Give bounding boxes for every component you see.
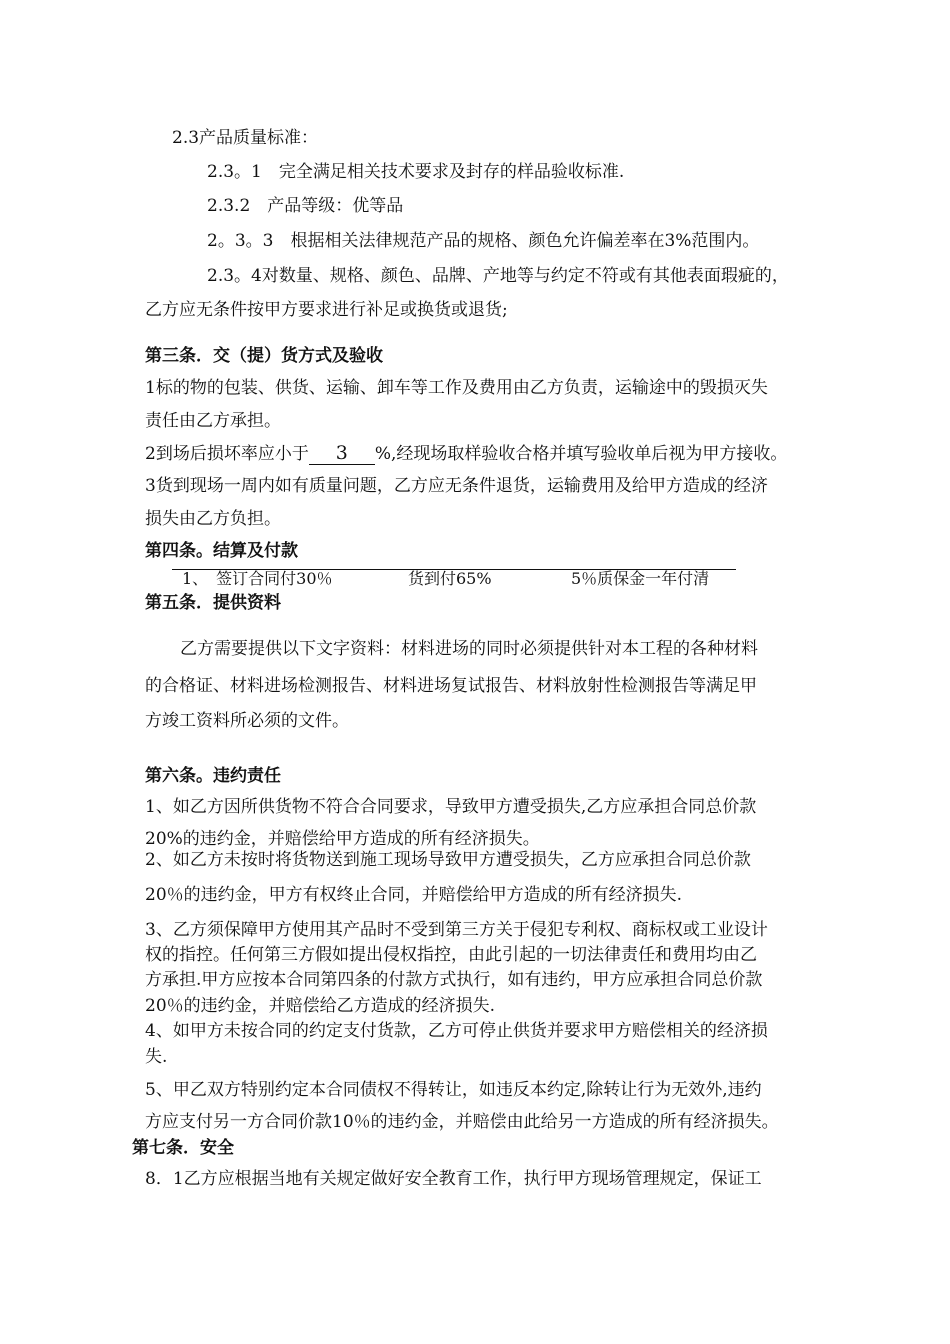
damage-rate-value: 3 — [309, 442, 375, 465]
article-5-line: 乙方需要提供以下文字资料：材料进场的同时必须提供针对本工程的各种材料 — [180, 639, 758, 659]
clause-2-3-4: 2.3。4对数量、规格、颜色、品牌、产地等与约定不符或有其他表面瑕疵的， — [207, 266, 789, 286]
article-5-line: 的合格证、材料进场检测报告、材料进场复试报告、材料放射性检测报告等满足甲 — [145, 676, 757, 696]
payment-term-delivery: 货到付65% — [408, 569, 492, 588]
article-6-line: 方承担.甲方应按本合同第四条的付款方式执行，如有违约，甲方应承担合同总价款 — [145, 970, 763, 990]
article-6-line: 20％的违约金，并赔偿给乙方造成的经济损失. — [145, 996, 496, 1016]
article-7-heading: 第七条．安全 — [132, 1138, 234, 1158]
article-6-line: 权的指控。任何第三方假如提出侵权指控，由此引起的一切法律责任和费用均由乙 — [145, 945, 757, 965]
section-2-3-title: 2.3产品质量标准： — [172, 128, 319, 148]
article-3-line: 1标的物的包装、供货、运输、卸车等工作及费用由乙方负责，运输途中的毁损灭失 — [145, 378, 768, 398]
payment-terms-line — [172, 569, 736, 588]
article-5-line: 方竣工资料所必须的文件。 — [145, 711, 349, 731]
article-3-line: 责任由乙方承担。 — [145, 411, 281, 431]
article-3-line-2-suffix: %,经现场取样验收合格并填写验收单后视为甲方接收。 — [374, 444, 788, 464]
article-6-line: 2、如乙方未按时将货物送到施工现场导致甲方遭受损失，乙方应承担合同总价款 — [145, 850, 751, 870]
article-6-line: 5、甲乙双方特别约定本合同债权不得转让，如违反本约定,除转让行为无效外,违约 — [145, 1080, 762, 1100]
article-6-line: 3、乙方须保障甲方使用其产品时不受到第三方关于侵犯专利权、商标权或工业设计 — [145, 920, 768, 940]
article-7-line: 8．1乙方应根据当地有关规定做好安全教育工作，执行甲方现场管理规定，保证工 — [145, 1169, 762, 1189]
article-6-line: 4、如甲方未按合同的约定支付货款，乙方可停止供货并要求甲方赔偿相关的经济损 — [145, 1021, 768, 1041]
clause-2-3-3: 2。3。3 根据相关法律规范产品的规格、颜色允许偏差率在3%范围内。 — [207, 231, 760, 251]
article-3-line-2-prefix: 2到场后损坏率应小于 — [145, 444, 309, 464]
clause-2-3-2: 2.3.2 产品等级：优等品 — [207, 196, 404, 216]
payment-term-signing: 1、 签订合同付30％ — [182, 569, 333, 588]
article-4-heading: 第四条。结算及付款 — [145, 541, 298, 561]
article-3-line: 损失由乙方负担。 — [145, 509, 281, 529]
article-5-heading: 第五条．提供资料 — [145, 593, 281, 613]
article-6-line: 1、如乙方因所供货物不符合合同要求，导致甲方遭受损失,乙方应承担合同总价款 — [145, 797, 757, 817]
article-6-line: 方应支付另一方合同价款10％的违约金，并赔偿由此给另一方造成的所有经济损失。 — [145, 1112, 779, 1132]
article-3-heading: 第三条．交（提）货方式及验收 — [145, 346, 383, 366]
article-3-line: 3货到现场一周内如有质量问题，乙方应无条件退货，运输费用及给甲方造成的经济 — [145, 476, 768, 496]
article-6-line: 20％的违约金，甲方有权终止合同，并赔偿给甲方造成的所有经济损失. — [145, 885, 683, 905]
clause-2-3-1: 2.3。1 完全满足相关技术要求及封存的样品验收标准. — [207, 162, 625, 182]
article-6-line: 失. — [145, 1047, 168, 1067]
article-3-line-2 — [145, 442, 787, 465]
payment-term-retention: 5％质保金一年付清 — [571, 569, 710, 588]
clause-2-3-4-cont: 乙方应无条件按甲方要求进行补足或换货或退货; — [145, 300, 508, 320]
article-6-line: 20%的违约金，并赔偿给甲方造成的所有经济损失。 — [145, 829, 540, 849]
article-6-heading: 第六条。违约责任 — [145, 766, 281, 786]
